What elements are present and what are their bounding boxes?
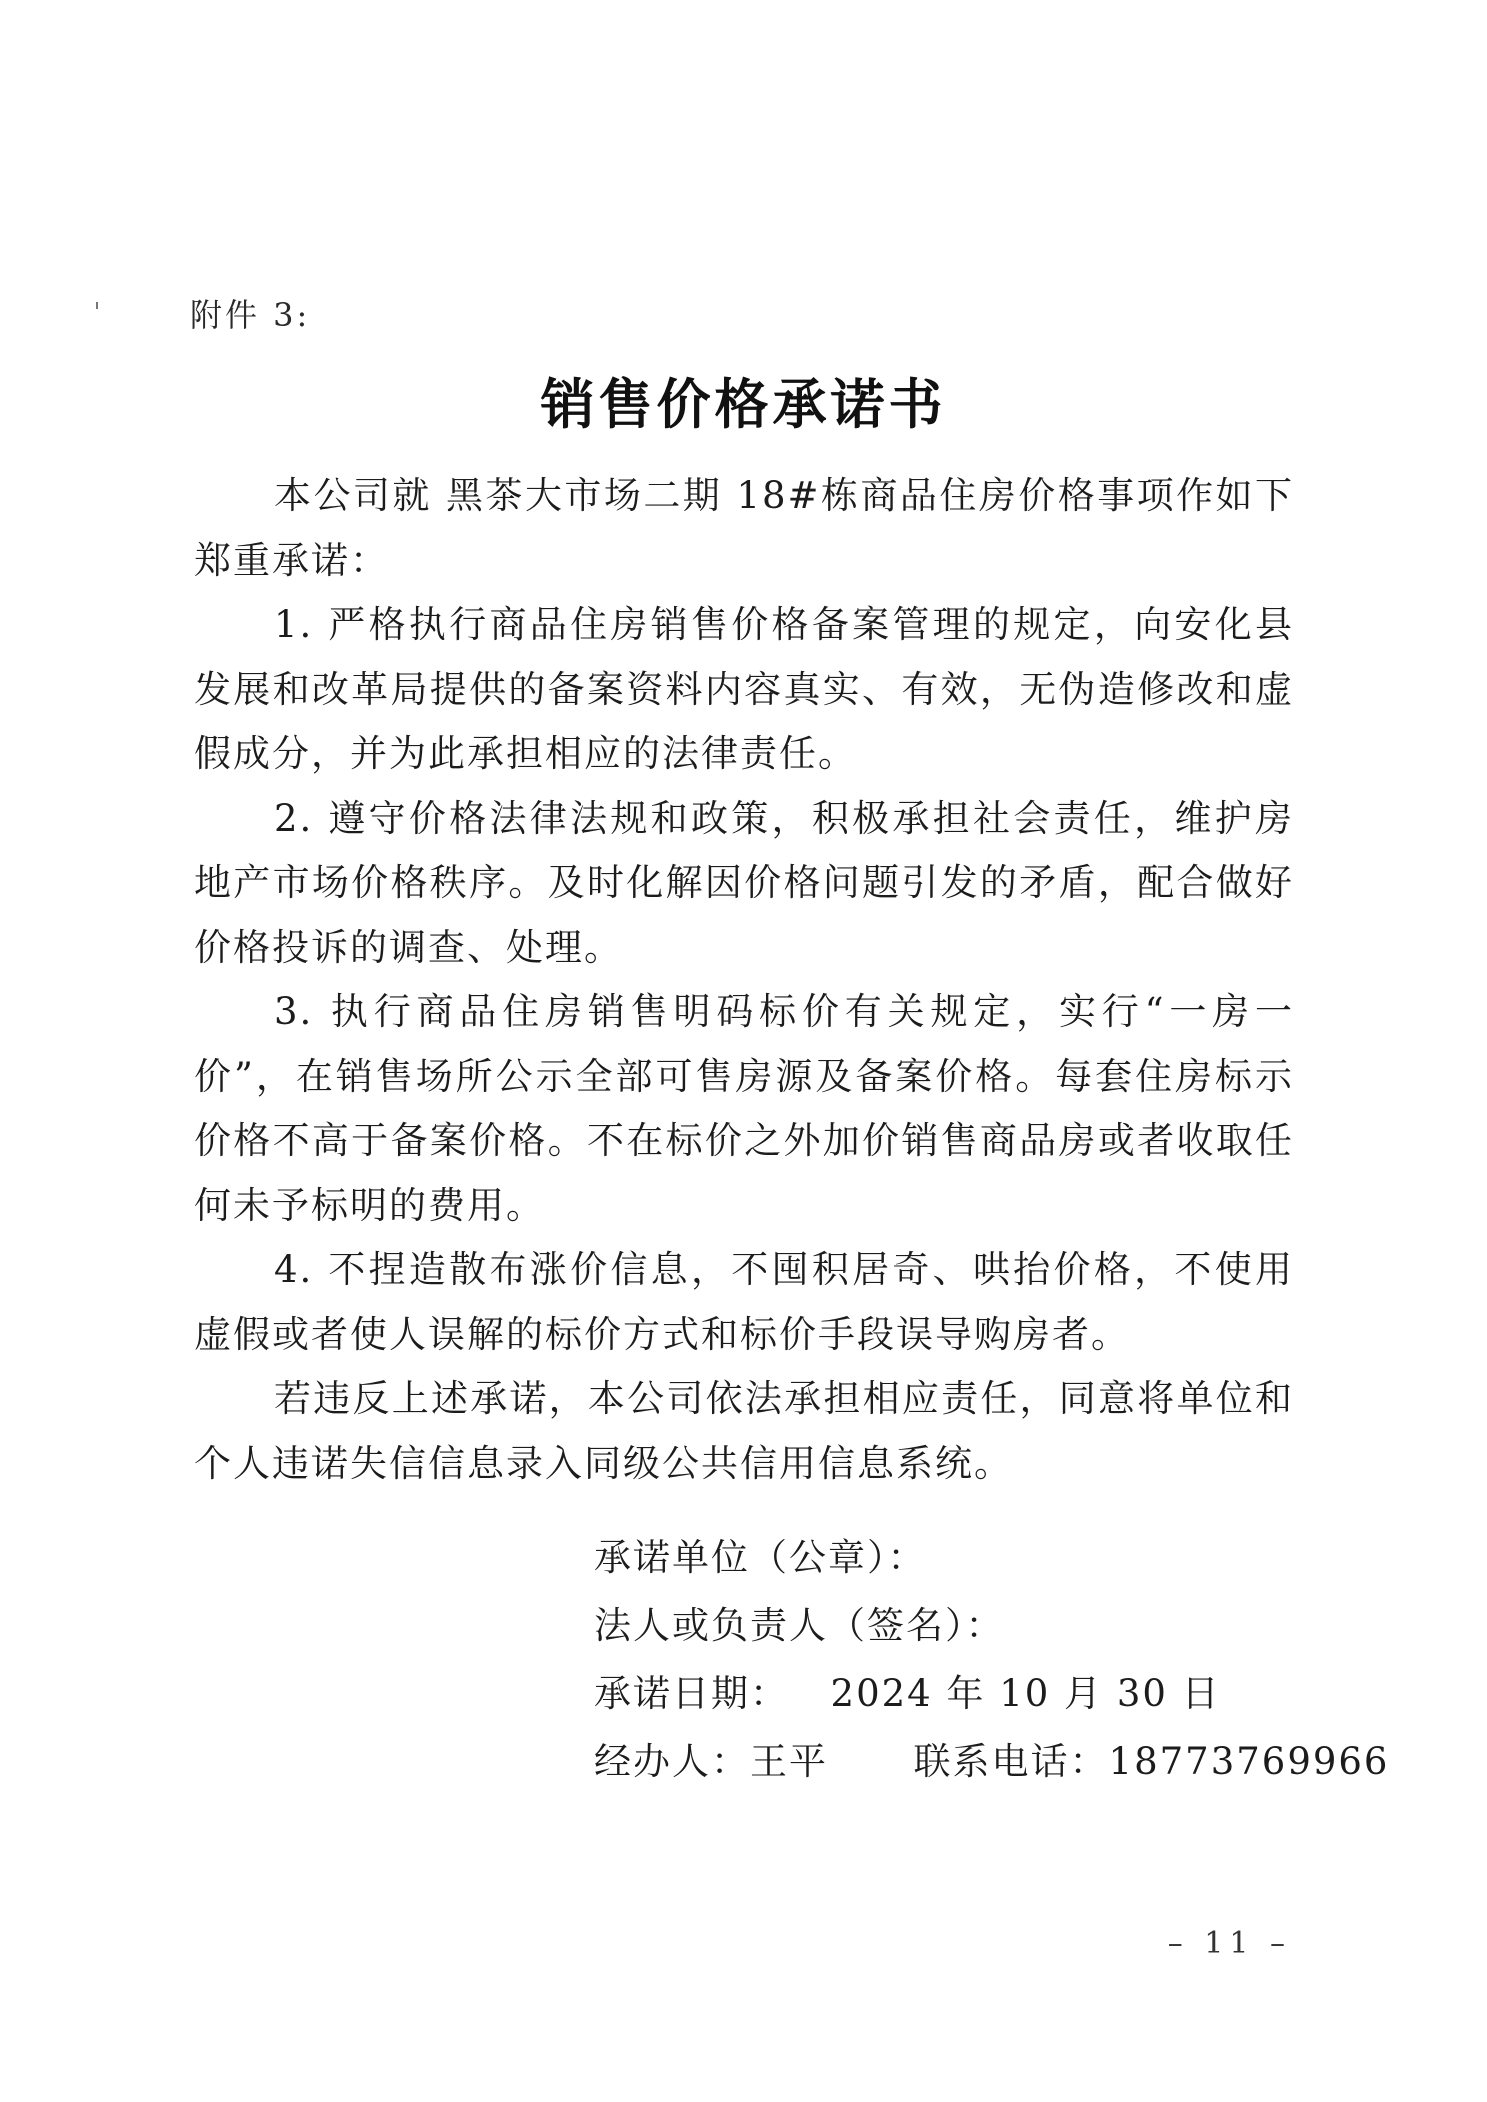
- violation-paragraph: 若违反上述承诺，本公司依法承担相应责任，同意将单位和个人违诺失信信息录入同级公共信用信息系统。: [194, 1377, 1294, 1485]
- commitment-item-1: 1. 严格执行商品住房销售价格备案管理的规定，向安化县发展和改革局提供的备案资料内容真实、有效，无伪造修改和虚假成分，并为此承担相应的法律责任。: [194, 603, 1294, 775]
- legal-person-label: 法人或负责人（签名）：: [594, 1604, 1005, 1647]
- handler-line: [594, 1728, 1389, 1796]
- phone-label: 联系电话：: [913, 1740, 1109, 1783]
- legal-person-line: [594, 1592, 1389, 1660]
- scan-mark: [96, 302, 98, 309]
- handler-label: 经办人：: [594, 1740, 750, 1783]
- annex-label: 附件 3:: [190, 296, 311, 334]
- phone-value: 18773769966: [1108, 1740, 1390, 1783]
- date-label: 承诺日期：: [594, 1672, 789, 1715]
- document-title: 销售价格承诺书: [540, 373, 947, 436]
- commitment-item-3: 3. 执行商品住房销售明码标价有关规定，实行“一房一价”，在销售场所公示全部可售房源及备案价格。每套住房标示价格不高于备案价格。不在标价之外加价销售商品房或者收取任何未予标明的费用。: [194, 990, 1294, 1227]
- unit-seal-line: [594, 1524, 1389, 1592]
- unit-seal-label: 承诺单位（公章）：: [594, 1536, 927, 1579]
- date-value: 2024 年 10 月 30 日: [830, 1672, 1221, 1715]
- commitment-item-2: 2. 遵守价格法律法规和政策，积极承担社会责任，维护房地产市场价格秩序。及时化解因价格问题引发的矛盾，配合做好价格投诉的调查、处理。: [194, 796, 1294, 969]
- handler-name: 王平: [750, 1740, 828, 1783]
- signature-block: [594, 1524, 1389, 1796]
- page-number: – 11 –: [1167, 1926, 1291, 1961]
- commitment-item-4: 4. 不捏造散布涨价信息，不囤积居奇、哄抬价格，不使用虚假或者使人误解的标价方式和标价手段误导购房者。: [194, 1248, 1294, 1356]
- date-line: [594, 1660, 1389, 1728]
- intro-paragraph: 本公司就 黑茶大市场二期 18#栋商品住房价格事项作如下郑重承诺：: [194, 474, 1294, 582]
- document-body: [194, 464, 1294, 1496]
